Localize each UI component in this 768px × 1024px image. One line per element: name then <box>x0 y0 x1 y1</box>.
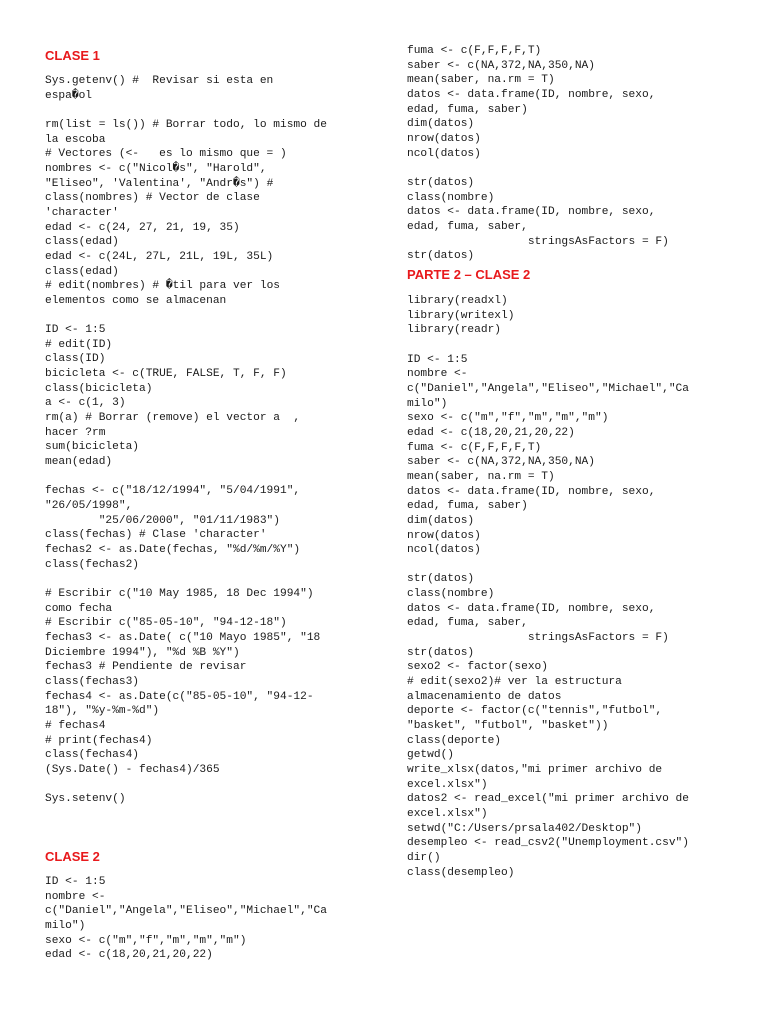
clase1-heading: CLASE 1 <box>45 48 100 63</box>
clase2-continued-code-block: fuma <- c(F,F,F,F,T) saber <- c(NA,372,NA,350,NA) mean(saber, na.rm = T) datos <- data.frame(ID, nombre, sexo, edad, fuma, saber) dim(datos) nrow(datos) ncol(datos) str(datos) class(nombre) datos <- data.frame(ID, nombre, sexo, edad, fuma, saber, stringsAsFactors = F) str(datos) <box>407 45 669 263</box>
clase2-code-block: ID <- 1:5 nombre <- c("Daniel","Angela","Eliseo","Michael","Ca milo") sexo <- c("m","f","m","m","m") edad <- c(18,20,21,20,22) <box>45 876 327 962</box>
parte2-heading: PARTE 2 – CLASE 2 <box>407 267 531 282</box>
clase2-heading: CLASE 2 <box>45 849 100 864</box>
parte2-code-block: library(readxl) library(writexl) library(readr) ID <- 1:5 nombre <- c("Daniel","Angela","Eliseo","Michael","Ca milo") sexo <- c("m","f","m","m","m") edad <- c(18,20,21,20,22) fuma <- c(F,F,F,F,T) saber <- c(NA,372,NA,350,NA) mean(saber, na.rm = T) datos <- data.frame(ID, nombre, sexo, edad, fuma, saber) dim(datos) nrow(datos) ncol(datos) str(datos) class(nombre) datos <- data.frame(ID, nombre, sexo, edad, fuma, saber, stringsAsFactors = F) str(datos) sexo2 <- factor(sexo) # edit(sexo2)# ver la estructura almacenamiento de datos deporte <- factor(c("tennis","futbol", "basket", "futbol", "basket")) class(deporte) getwd() write_xlsx(datos,"mi primer archivo de excel.xlsx") datos2 <- read_excel("mi primer archivo de excel.xlsx") setwd("C:/Users/prsala402/Desktop") desempleo <- read_csv2("Unemployment.csv") dir() class(desempleo) <box>407 295 689 879</box>
clase1-code-block: Sys.getenv() # Revisar si esta en espa�ol rm(list = ls()) # Borrar todo, lo mismo de la escoba # Vectores (<- es lo mismo que = ) nombres <- c("Nicol�s", "Harold", "Eliseo", 'Valentina', "Andr�s") # class(nombres) # Vector de clase 'character' edad <- c(24, 27, 21, 19, 35) class(edad) edad <- c(24L, 27L, 21L, 19L, 35L) class(edad) # edit(nombres) # �til para ver los elementos como se almacenan ID <- 1:5 # edit(ID) class(ID) bicicleta <- c(TRUE, FALSE, T, F, F) class(bicicleta) a <- c(1, 3) rm(a) # Borrar (remove) el vector a , hacer ?rm sum(bicicleta) mean(edad) fechas <- c("18/12/1994", "5/04/1991", "26/05/1998", "25/06/2000", "01/11/1983") class(fechas) # Clase 'character' fechas2 <- as.Date(fechas, "%d/%m/%Y") class(fechas2) # Escribir c("10 May 1985, 18 Dec 1994") como fecha # Escribir c("85-05-10", "94-12-18") fechas3 <- as.Date( c("10 Mayo 1985", "18 Diciembre 1994"), "%d %B %Y") fechas3 # Pendiente de revisar class(fechas3) fechas4 <- as.Date(c("85-05-10", "94-12- 18"), "%y-%m-%d") # fechas4 # print(fechas4) class(fechas4) (Sys.Date() - fechas4)/365 Sys.setenv() <box>45 75 327 806</box>
